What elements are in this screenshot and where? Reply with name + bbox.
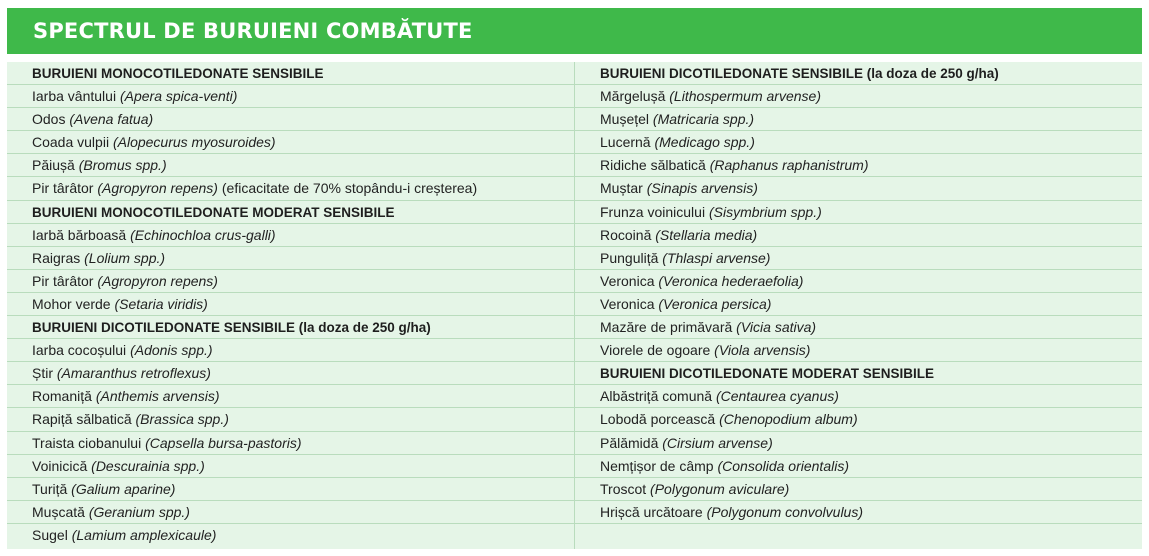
section-heading: BURUIENI DICOTILEDONATE SENSIBILE (la doza de 250 g/ha)	[575, 62, 1142, 85]
table-row	[7, 432, 574, 455]
common-name: Veronica	[600, 295, 655, 312]
latin-name: (Viola arvensis)	[714, 342, 811, 359]
common-name: Punguliță	[600, 249, 659, 266]
table-row	[575, 224, 1142, 247]
common-name: Rocoină	[600, 226, 652, 243]
table-row	[7, 408, 574, 431]
section-heading: BURUIENI MONOCOTILEDONATE SENSIBILE	[7, 62, 574, 85]
table-row	[575, 432, 1142, 455]
section-heading: BURUIENI DICOTILEDONATE SENSIBILE (la doza de 250 g/ha)	[7, 316, 574, 339]
common-name: Traista ciobanului	[32, 434, 142, 451]
latin-name: (Polygonum aviculare)	[650, 480, 790, 497]
latin-name: (Lolium spp.)	[84, 249, 166, 266]
common-name: Rapiță sălbatică	[32, 411, 132, 428]
latin-name: (Cirsium arvense)	[662, 434, 773, 451]
latin-name: (Geranium spp.)	[88, 503, 190, 520]
latin-name: (Centaurea cyanus)	[715, 388, 839, 405]
latin-name: (Brassica spp.)	[135, 411, 229, 428]
table-row	[7, 177, 574, 200]
table-row	[575, 478, 1142, 501]
latin-name: (Apera spica-venti)	[119, 88, 238, 105]
table-row	[575, 455, 1142, 478]
section-heading: BURUIENI DICOTILEDONATE MODERAT SENSIBILE	[575, 362, 1142, 385]
latin-name: (Vicia sativa)	[736, 319, 817, 336]
table-row	[7, 108, 574, 131]
table-row	[575, 247, 1142, 270]
latin-name: (Stellaria media)	[655, 226, 758, 243]
common-name: Mușețel	[600, 111, 650, 128]
common-name: Veronica	[600, 272, 655, 289]
table-row	[575, 131, 1142, 154]
table-row	[7, 131, 574, 154]
common-name: Turiță	[32, 480, 68, 497]
table-row	[575, 177, 1142, 200]
table-row	[575, 108, 1142, 131]
common-name: Pălămidă	[600, 434, 659, 451]
table-row	[575, 293, 1142, 316]
common-name: Iarba vântului	[32, 88, 117, 105]
common-name: Nemțișor de câmp	[600, 457, 714, 474]
table-row	[7, 293, 574, 316]
common-name: Ridiche sălbatică	[600, 157, 706, 174]
common-name: Raigras	[32, 249, 81, 266]
table-row	[7, 455, 574, 478]
latin-name: (Thlaspi arvense)	[662, 249, 771, 266]
common-name: Mușcată	[32, 503, 85, 520]
latin-name: (Agropyron repens)	[97, 180, 218, 197]
latin-name: (Amaranthus retroflexus)	[56, 365, 211, 382]
common-name: Mărgelușă	[600, 88, 666, 105]
common-name: Mazăre de primăvară	[600, 319, 733, 336]
latin-name: (Avena fatua)	[69, 111, 154, 128]
common-name: Pir târâtor	[32, 180, 94, 197]
left-column	[7, 62, 575, 549]
common-name: Troscot	[600, 480, 647, 497]
latin-name: (Consolida orientalis)	[717, 457, 849, 474]
latin-name: (Veronica hederaefolia)	[658, 272, 804, 289]
common-name: Mohor verde	[32, 295, 111, 312]
table-row	[575, 270, 1142, 293]
table-row	[575, 201, 1142, 224]
latin-name: (Lithospermum arvense)	[669, 88, 821, 105]
latin-name: (Descurainia spp.)	[91, 457, 205, 474]
table-row	[7, 247, 574, 270]
common-name: Știr	[32, 365, 53, 382]
table-row	[7, 385, 574, 408]
latin-name: (Setaria viridis)	[114, 295, 208, 312]
latin-name: (Raphanus raphanistrum)	[709, 157, 869, 174]
table-row	[7, 85, 574, 108]
common-name: Păiușă	[32, 157, 75, 174]
latin-name: (Sinapis arvensis)	[646, 180, 758, 197]
common-name: Odos	[32, 111, 66, 128]
table-row	[575, 339, 1142, 362]
section-heading: BURUIENI MONOCOTILEDONATE MODERAT SENSIBILE	[7, 201, 574, 224]
table-row	[7, 524, 574, 547]
empty-row	[575, 524, 1142, 547]
table-row	[575, 316, 1142, 339]
latin-name: (Agropyron repens)	[97, 272, 218, 289]
latin-name: (Galium aparine)	[71, 480, 176, 497]
latin-name: (Veronica persica)	[658, 295, 772, 312]
common-name: Iarbă bărboasă	[32, 226, 127, 243]
table-row	[575, 385, 1142, 408]
common-name: Viorele de ogoare	[600, 342, 711, 359]
table-row	[575, 501, 1142, 524]
latin-name: (Chenopodium album)	[719, 411, 858, 428]
common-name: Voinicică	[32, 457, 88, 474]
table-row	[7, 478, 574, 501]
latin-name: (Sisymbrium spp.)	[708, 203, 822, 220]
table-row	[7, 339, 574, 362]
table-row	[7, 224, 574, 247]
table-row	[7, 362, 574, 385]
table-row	[7, 154, 574, 177]
common-name: Pir târâtor	[32, 272, 94, 289]
latin-name: (Echinochloa crus-galli)	[130, 226, 276, 243]
right-column	[575, 62, 1142, 549]
table-row	[7, 501, 574, 524]
common-name: Lucernă	[600, 134, 651, 151]
latin-name: (Adonis spp.)	[130, 342, 213, 359]
latin-name: (Polygonum convolvulus)	[706, 503, 863, 520]
latin-name: (Medicago spp.)	[654, 134, 755, 151]
page-title: SPECTRUL DE BURUIENI COMBĂTUTE	[7, 8, 1142, 54]
common-name: Frunza voinicului	[600, 203, 706, 220]
table-row	[575, 85, 1142, 108]
table-row	[575, 154, 1142, 177]
latin-name: (Capsella bursa-pastoris)	[145, 434, 302, 451]
common-name: Hrișcă urcătoare	[600, 503, 703, 520]
latin-name: (Lamium amplexicaule)	[71, 526, 217, 543]
common-name: Muștar	[600, 180, 643, 197]
common-name: Sugel	[32, 526, 68, 543]
common-name: Lobodă porcească	[600, 411, 716, 428]
note-text: (eficacitate de 70% stopându-i creșterea)	[221, 180, 478, 197]
latin-name: (Anthemis arvensis)	[95, 388, 220, 405]
table-row	[575, 408, 1142, 431]
latin-name: (Bromus spp.)	[78, 157, 167, 174]
common-name: Coada vulpii	[32, 134, 110, 151]
table-row	[7, 270, 574, 293]
weed-table	[7, 62, 1142, 549]
latin-name: (Alopecurus myosuroides)	[112, 134, 276, 151]
common-name: Iarba cocoșului	[32, 342, 127, 359]
common-name: Albăstriță comună	[600, 388, 713, 405]
latin-name: (Matricaria spp.)	[652, 111, 755, 128]
common-name: Romaniță	[32, 388, 92, 405]
